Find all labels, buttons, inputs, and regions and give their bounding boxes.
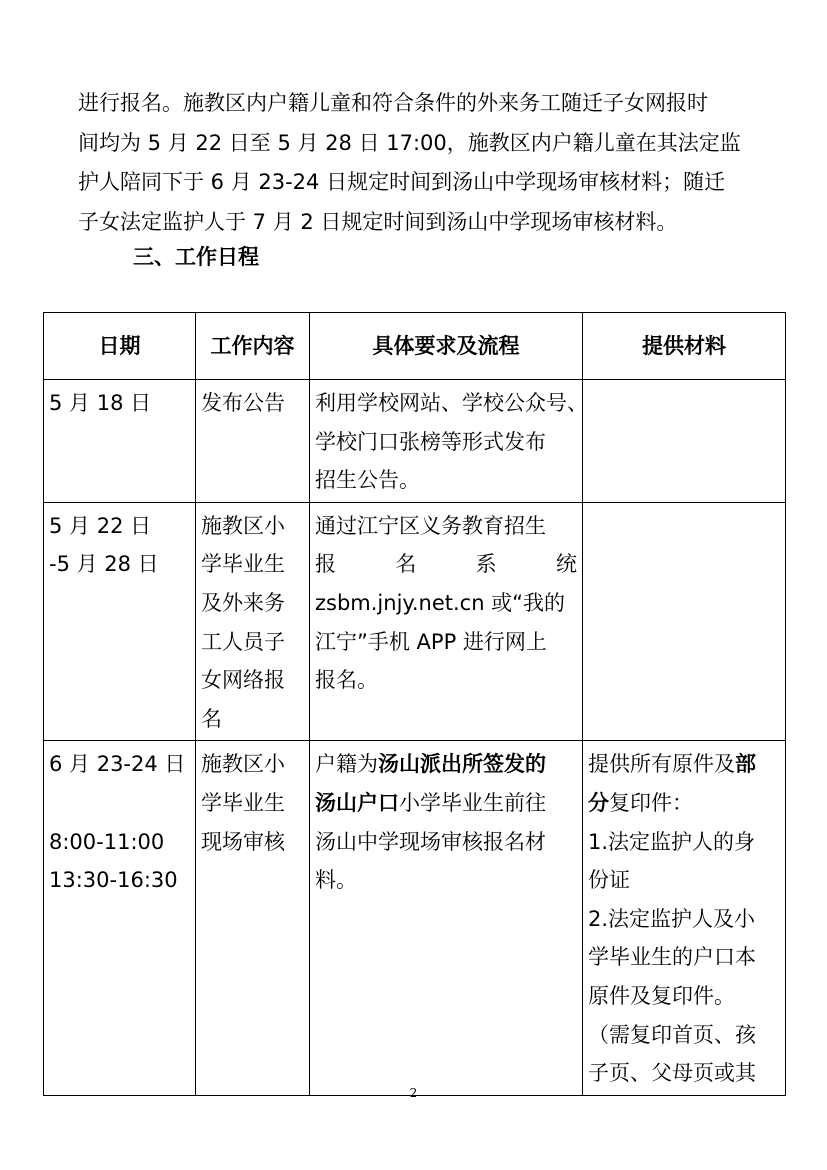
cell-process [310, 741, 583, 1095]
content-line: 名 [201, 706, 222, 731]
process-word: 报 [315, 552, 336, 577]
process-line: 料。 [315, 868, 357, 893]
materials-line: 1.法定监护人的身 [588, 829, 756, 854]
cell-date [44, 380, 196, 503]
schedule-table [43, 312, 786, 1096]
content-line: 及外来务 [201, 590, 285, 615]
date-text: -5 月 28 日 [49, 552, 159, 577]
process-word: 统 [555, 552, 577, 577]
cell-process [310, 380, 588, 503]
process-line: 报名。 [315, 668, 378, 693]
content-line: 学毕业生 [201, 552, 285, 577]
page-number: 2 [409, 1086, 418, 1100]
materials-line: 2.法定监护人及小 [588, 906, 756, 931]
cell-process [310, 502, 583, 741]
materials-text: 复印件： [609, 790, 693, 815]
cell-date [44, 502, 196, 741]
paragraph-line: 子女法定监护人于 7 月 2 日规定时间到汤山中学现场审核材料。 [78, 209, 678, 234]
section-heading: 三、工作日程 [133, 245, 259, 269]
content-line: 现场审核 [201, 829, 285, 854]
materials-text: 提供所有原件及 [588, 752, 735, 777]
materials-bold-text: 分 [588, 790, 609, 815]
spacer [49, 784, 190, 823]
table-header-row [44, 313, 786, 380]
content-line: 学毕业生 [201, 790, 285, 815]
materials-line: 份证 [588, 868, 630, 893]
process-line: 学校门口张榜等形式发布 [315, 429, 546, 454]
process-bold-text: 汤山派出所签发的 [378, 752, 546, 777]
table-row [44, 380, 786, 503]
process-line: zsbm.jnjy.net.cn 或“我的 [315, 590, 566, 615]
materials-line: 子页、父母页或其 [588, 1061, 756, 1086]
process-line: 汤山中学现场审核报名材 [315, 829, 546, 854]
cell-content [196, 502, 310, 741]
content-line: 施教区小 [201, 752, 285, 777]
materials-line: （需复印首页、孩 [588, 1022, 756, 1047]
process-line: 招生公告。 [315, 468, 420, 493]
content-line: 施教区小 [201, 513, 285, 538]
process-line: 通过江宁区义务教育招生 [315, 513, 546, 538]
process-bold-text: 汤山户口 [315, 790, 399, 815]
date-text: 6 月 23-24 日 [49, 752, 186, 777]
date-text: 5 月 18 日 [49, 391, 152, 415]
content-line: 工人员子 [201, 629, 285, 654]
process-line: 江宁”手机 APP 进行网上 [315, 629, 547, 654]
paragraph-line: 护人陪同下于 6 月 23-24 日规定时间到汤山中学现场审核材料；随迁 [78, 170, 726, 194]
materials-bold-text: 部 [735, 752, 756, 777]
process-line [315, 745, 577, 784]
process-line: 利用学校网站、学校公众号、 [315, 391, 588, 415]
cell-content [196, 380, 310, 503]
cell-materials [583, 380, 786, 503]
content-line: 女网络报 [201, 668, 285, 693]
cell-content [196, 741, 310, 1095]
process-line [315, 784, 577, 823]
date-text: 5 月 22 日 [49, 513, 152, 538]
cell-materials [583, 741, 786, 1095]
header-process: 具体要求及流程 [310, 313, 583, 380]
process-text: 户籍为 [315, 752, 378, 777]
header-materials: 提供材料 [583, 313, 786, 380]
paragraph-line: 间均为 5 月 22 日至 5 月 28 日 17:00，施教区内户籍儿童在其法定监 [78, 130, 741, 155]
table-row [44, 741, 786, 1095]
materials-line: 学毕业生的户口本 [588, 945, 756, 970]
process-word: 系 [475, 552, 497, 577]
header-content: 工作内容 [196, 313, 310, 380]
header-date: 日期 [44, 313, 196, 380]
intro-paragraph [78, 84, 768, 242]
time-text: 8:00-11:00 [49, 829, 165, 854]
materials-line [588, 784, 780, 823]
content-text: 发布公告 [201, 391, 285, 415]
cell-date [44, 741, 196, 1095]
paragraph-line: 进行报名。施教区内户籍儿童和符合条件的外来务工随迁子女网报时 [78, 91, 708, 115]
process-text: 小学毕业生前往 [399, 790, 546, 815]
process-word: 名 [395, 552, 417, 577]
materials-line: 原件及复印件。 [588, 983, 735, 1008]
materials-line [588, 745, 780, 784]
table-row [44, 502, 786, 741]
process-line-justified [315, 545, 577, 584]
cell-materials [583, 502, 786, 741]
time-text: 13:30-16:30 [49, 868, 178, 893]
